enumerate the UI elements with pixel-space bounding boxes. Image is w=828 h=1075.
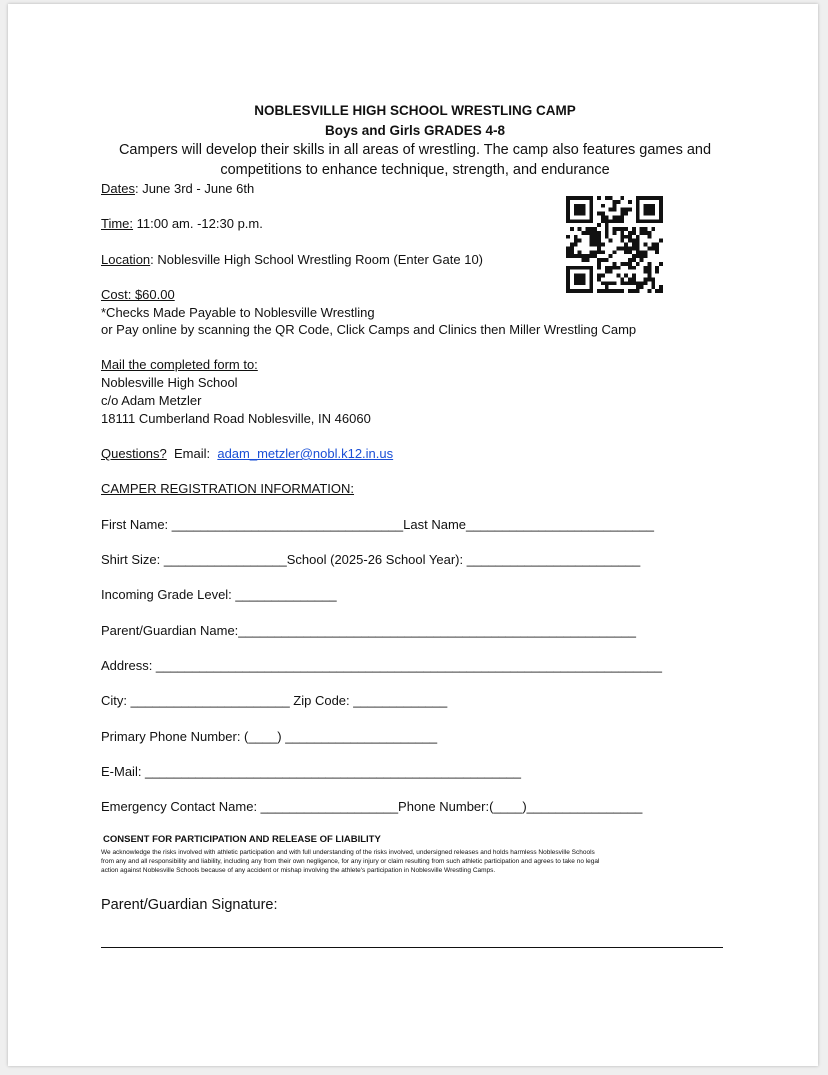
location-label: Location bbox=[101, 252, 151, 267]
dates-label: Dates bbox=[101, 181, 135, 196]
email-field[interactable]: E-Mail: ____________________________________________________ bbox=[101, 764, 522, 779]
first-last-name-field[interactable]: First Name: ________________________________Last Name__________________________ bbox=[101, 517, 654, 532]
description-line-1: Campers will develop their skills in all areas of wrestling. The camp also features games and bbox=[118, 142, 712, 158]
time-line bbox=[101, 216, 263, 231]
mail-line-3: 18111 Cumberland Road Noblesville, IN 46060 bbox=[101, 411, 371, 426]
consent-text-line-2: from any and all responsibility and liability, including any from their own negligence, for any injury or claim resulting from such athletic participation and agrees to take no legal bbox=[101, 858, 600, 865]
cost-label: Cost: $60.00 bbox=[101, 287, 175, 302]
time-value: 11:00 am. -12:30 p.m. bbox=[133, 216, 263, 231]
qr-code-icon[interactable] bbox=[566, 196, 663, 293]
city-zip-field[interactable]: City: ______________________ Zip Code: _____________ bbox=[101, 693, 448, 708]
phone-field[interactable]: Primary Phone Number: (____) _____________________ bbox=[101, 729, 438, 744]
mail-line-1: Noblesville High School bbox=[101, 375, 238, 390]
location-value: : Noblesville High School Wrestling Room (Enter Gate 10) bbox=[150, 252, 484, 267]
dates-line bbox=[101, 181, 254, 196]
page-subtitle: Boys and Girls GRADES 4-8 bbox=[324, 123, 506, 138]
description-line-2: competitions to enhance technique, strength, and endurance bbox=[220, 162, 610, 178]
consent-text-line-1: We acknowledge the risks involved with athletic participation and with full understanding of the risks involved, undersigned releases and holds harmless Noblesville Schools bbox=[101, 849, 595, 856]
parent-name-field[interactable]: Parent/Guardian Name:_______________________________________________________ bbox=[101, 623, 636, 638]
questions-label: Questions? bbox=[101, 446, 167, 461]
page-title: NOBLESVILLE HIGH SCHOOL WRESTLING CAMP bbox=[254, 103, 576, 118]
address-field[interactable]: Address: ______________________________________________________________________ bbox=[101, 658, 663, 673]
location-line bbox=[101, 252, 483, 267]
contact-email-link[interactable]: adam_metzler@nobl.k12.in.us bbox=[217, 446, 394, 461]
questions-line bbox=[101, 446, 393, 461]
consent-title: CONSENT FOR PARTICIPATION AND RELEASE OF LIABILITY bbox=[103, 834, 381, 845]
grade-level-field[interactable]: Incoming Grade Level: ______________ bbox=[101, 587, 337, 602]
time-label: Time: bbox=[101, 216, 134, 231]
checks-note: *Checks Made Payable to Noblesville Wrestling bbox=[101, 305, 375, 320]
signature-label: Parent/Guardian Signature: bbox=[101, 897, 278, 913]
emergency-contact-field[interactable]: Emergency Contact Name: ___________________Phone Number:(____)________________ bbox=[101, 799, 643, 814]
dates-value: : June 3rd - June 6th bbox=[134, 181, 255, 196]
mail-label: Mail the completed form to: bbox=[101, 357, 258, 372]
registration-heading: CAMPER REGISTRATION INFORMATION: bbox=[101, 481, 355, 496]
shirt-school-field[interactable]: Shirt Size: _________________School (2025-26 School Year): ________________________ bbox=[101, 552, 641, 567]
mail-line-2: c/o Adam Metzler bbox=[101, 393, 202, 408]
consent-text-line-3: action against Noblesville Schools because of any accident or mishap involving the athlete's participation in Noblesville Wrestling Camps. bbox=[101, 867, 496, 874]
email-label: Email: bbox=[166, 446, 218, 461]
signature-line[interactable] bbox=[101, 947, 723, 948]
online-payment-note: or Pay online by scanning the QR Code, Click Camps and Clinics then Miller Wrestling Camp bbox=[101, 322, 637, 337]
